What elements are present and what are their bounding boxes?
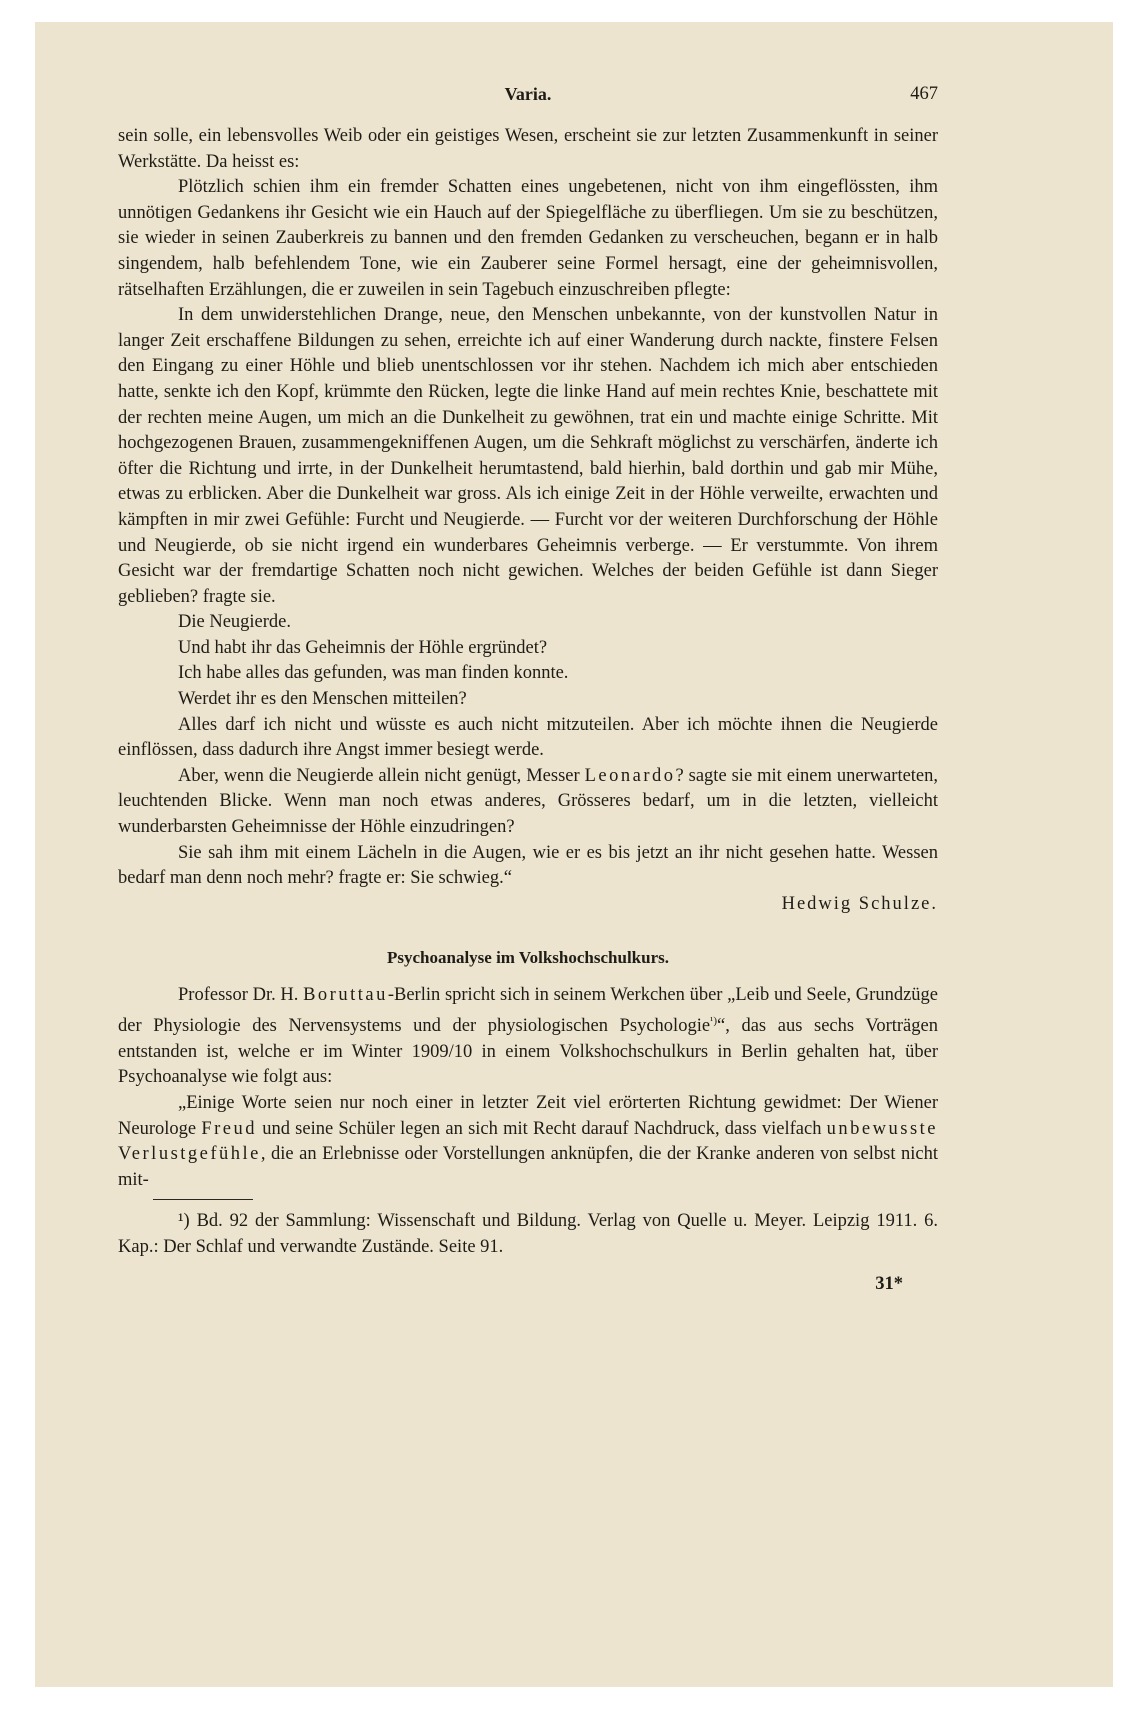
- paragraph-1: sein solle, ein lebensvolles Weib oder ein geistiges Wesen, erscheint sie zur letzten Zusammenkunft in seiner Werkstätte. Da heisst es:: [118, 126, 938, 172]
- dialogue-line-3: Ich habe alles das gefunden, was man finden konnte.: [178, 663, 569, 684]
- section-title: Psychoanalyse im Volkshochschulkurs.: [387, 948, 669, 968]
- dialogue-line-2: Und habt ihr das Geheimnis der Höhle ergründet?: [178, 637, 548, 658]
- section-p2-middle: und seine Schüler legen an sich mit Recht darauf Nachdruck, dass vielfach: [262, 1118, 822, 1139]
- footnote-reference: ¹): [710, 1015, 718, 1027]
- section-p1-start: Professor Dr. H.: [178, 985, 299, 1006]
- spaced-name-freud: Freud: [201, 1118, 257, 1139]
- spaced-phrase: unbewusste Verlustgefühle: [118, 1118, 938, 1165]
- spaced-name-boruttau: Boruttau: [303, 985, 388, 1006]
- section-paragraph-2: [118, 1091, 938, 1193]
- paragraph-2: Plötzlich schien ihm ein fremder Schatten eines ungebetenen, nicht von ihm eingeflössten, ihm unnötigen Gedankens ihr Gesicht wie ein Hauch auf der Spiegelfläche zu überfliegen. Um sie zu beschützen, sie wieder in seinen Zauberkreis zu bannen und den fremden Gedanken zu verscheuchen, begann er in halb singendem, halb befehlendem Tone, wie ein Zauberer seine Formel hersagt, eine der geheimnisvollen, rätselhaften Erzählungen, die er zuweilen in sein Tagebuch einzuschreiben pflegte:: [118, 177, 938, 300]
- paragraph-10: Sie sah ihm mit einem Lächeln in die Augen, wie er es bis jetzt an ihr nicht gesehen hatte. Wessen bedarf man denn noch mehr? fragte er: Sie schwieg.“: [118, 842, 938, 889]
- page-number: 467: [910, 84, 938, 104]
- footnote-divider: [153, 1199, 253, 1200]
- paragraph-9-end: ? sagte sie mit einem unerwarteten, leuchtenden Blicke. Wenn man noch etwas anderes, Grösseres bedarf, um in die letzten, vielleicht wunderbarsten Geheimnisse der Höhle einzudringen?: [118, 765, 939, 838]
- dialogue-line-4: Werdet ihr es den Menschen mitteilen?: [178, 689, 467, 710]
- paragraph-9: [118, 764, 938, 841]
- section-p2-end: , die an Erlebnisse oder Vorstellungen anknüpfen, die der Kranke anderen von selbst nicht mit-: [118, 1144, 938, 1190]
- section-p1-middle: -Berlin spricht sich in seinem Werkchen über „Leib und Seele, Grundzüge der Physiologie des Nervensystems und der physiologischen Psychologie: [118, 985, 938, 1037]
- paragraph-9-start: Aber, wenn die Neugierde allein nicht genügt, Messer: [178, 765, 580, 786]
- section-p2-start: „Einige Worte seien nur noch einer in letzter Zeit viel erörterten Richtung gewidmet: Der Wiener Neurologe: [118, 1092, 938, 1139]
- spaced-name-leonardo: Leonardo: [584, 765, 676, 786]
- footnote-text: ¹) Bd. 92 der Sammlung: Wissenschaft und Bildung. Verlag von Quelle u. Meyer. Leipzig 1911. 6. Kap.: Der Schlaf und verwandte Zustände. Seite 91.: [118, 1211, 938, 1258]
- page-header: [118, 84, 938, 124]
- dialogue-line-1: Die Neugierde.: [178, 612, 292, 633]
- author-signature: Hedwig Schulze.: [781, 893, 938, 914]
- paragraph-3: In dem unwiderstehlichen Drange, neue, den Menschen unbekannte, von der kunstvollen Natur in langer Zeit erschaffene Bildungen zu sehen, erreichte ich auf einer Wanderung durch nackte, finstere Felsen den Eingang zu einer Höhle und blieb unentschlossen vor ihr stehen. Nachdem ich mich aber entschieden hatte, senkte ich den Kopf, krümmte den Rücken, legte die linke Hand auf mein rechtes Knie, beschattete mit der rechten meine Augen, um mich an die Dunkelheit zu gewöhnen, trat ein und machte einige Schritte. Mit hochgezogenen Brauen, zusammengekniffenen Augen, um die Sehkraft möglichst zu verschärfen, änderte ich öfter die Richtung und irrte, in der Dunkelheit herumtastend, bald hierhin, bald dorthin und gab mir Mühe, etwas zu erblicken. Aber die Dunkelheit war gross. Als ich einige Zeit in der Höhle verweilte, erwachten und kämpften in mir zwei Gefühle: Furcht und Neugierde. — Furcht vor der weiteren Durchforschung der Höhle und Neugierde, ob sie nicht irgend ein wunderbares Geheimnis verberge. — Er verstummte. Von ihrem Gesicht war der fremdartige Schatten noch nicht gewichen. Welches der beiden Gefühle ist dann Sieger geblieben? fragte sie.: [118, 305, 938, 607]
- page-content: [118, 84, 938, 1296]
- footnote: [118, 1208, 938, 1260]
- paragraph-8: Alles darf ich nicht und wüsste es auch nicht mitzuteilen. Aber ich möchte ihnen die Neugierde einflössen, dass dadurch ihre Angst immer besiegt werde.: [118, 714, 938, 761]
- section-p1-end: “, das aus sechs Vorträgen entstanden ist, welche er im Winter 1909/10 in einem Volkshochschulkurs in Berlin gehalten hat, über Psychoanalyse wie folgt aus:: [118, 1016, 938, 1088]
- section-paragraph-1: [118, 983, 938, 1091]
- running-title: Varia.: [504, 84, 552, 104]
- printer-signature-mark: 31*: [875, 1274, 903, 1295]
